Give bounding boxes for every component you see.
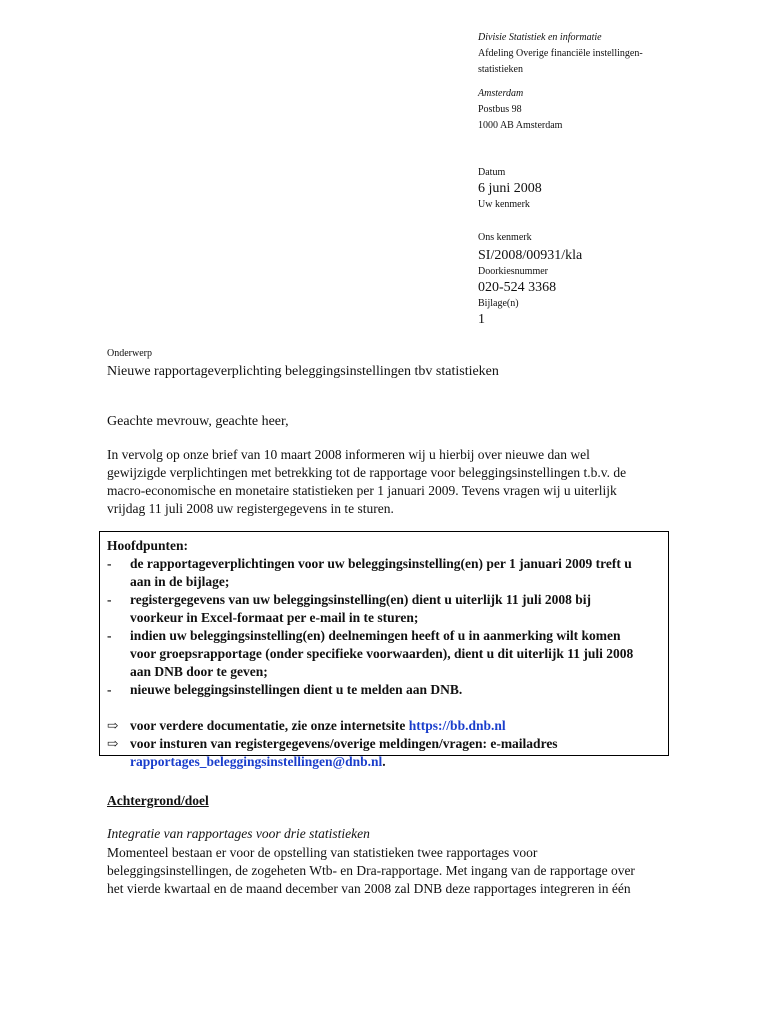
bullet-dash: - <box>107 592 112 607</box>
bullet-dash: - <box>107 682 112 697</box>
bijlage-value: 1 <box>478 312 485 327</box>
key-point-line: nieuwe beleggingsinstellingen dient u te melden aan DNB. <box>130 682 463 697</box>
arrow-right-icon: ⇨ <box>107 718 119 733</box>
subject-text: Nieuwe rapportageverplichting beleggingsinstellingen tbv statistieken <box>107 364 499 379</box>
submission-text: voor insturen van registergegevens/overige meldingen/vragen: e-mailadres <box>130 736 558 751</box>
key-points-title: Hoofdpunten: <box>107 538 189 553</box>
department-line-2: statistieken <box>478 64 523 75</box>
key-point-item <box>107 591 662 627</box>
ons-kenmerk-value: SI/2008/00931/kla <box>478 248 583 263</box>
key-point-line: indien uw beleggingsinstelling(en) deelnemingen heeft of u in aanmerking wilt komen <box>130 628 621 643</box>
department-line-1: Afdeling Overige financiële instellingen- <box>478 48 643 59</box>
key-point-item <box>107 627 662 681</box>
subject-label: Onderwerp <box>107 348 152 359</box>
bullet-dash: - <box>107 628 112 643</box>
internet-site-link[interactable]: https://bb.dnb.nl <box>408 718 506 733</box>
section-title: Achtergrond/doel <box>107 793 209 808</box>
division-name: Divisie Statistiek en informatie <box>478 32 602 43</box>
key-point-line: aan DNB door te geven; <box>130 664 268 679</box>
letterhead <box>478 30 728 134</box>
body-line: beleggingsinstellingen, de zogeheten Wtb- en Dra-rapportage. Met ingang van de rapportage over <box>107 863 635 878</box>
bijlage-label: Bijlage(n) <box>478 298 519 309</box>
subheading: Integratie van rapportages voor drie statistieken <box>107 826 370 841</box>
key-points-box <box>99 531 669 769</box>
doorkies-value: 020-524 3368 <box>478 280 557 295</box>
intro-line: macro-economische en monetaire statistieken per 1 januari 2009. Tevens vragen wij u uiterlijk <box>107 483 617 498</box>
intro-line: gewijzigde verplichtingen met betrekking tot de rapportage voor beleggingsinstellingen t.b.v. de <box>107 465 627 480</box>
bullet-dash: - <box>107 556 112 571</box>
uw-kenmerk-label: Uw kenmerk <box>478 199 530 210</box>
intro-line: vrijdag 11 juli 2008 uw registergegevens in te sturen. <box>107 501 394 516</box>
key-point-line: aan in de bijlage; <box>130 574 230 589</box>
ons-kenmerk-label: Ons kenmerk <box>478 232 532 243</box>
key-point-line: registergegevens van uw beleggingsinstelling(en) dient u uiterlijk 11 juli 2008 bij <box>130 592 592 607</box>
datum-value: 6 juni 2008 <box>478 181 542 196</box>
period: . <box>382 754 386 769</box>
salutation: Geachte mevrouw, geachte heer, <box>107 414 289 429</box>
background-paragraph <box>107 844 677 898</box>
intro-line: In vervolg op onze brief van 10 maart 2008 informeren wij u hierbij over nieuwe dan wel <box>107 447 590 462</box>
key-point-line: voorkeur in Excel-formaat per e-mail in te sturen; <box>130 610 419 625</box>
intro-paragraph <box>107 446 667 518</box>
key-point-line: voor groepsrapportage (onder specifieke voorwaarden), dient u dit uiterlijk 11 juli 2008 <box>130 646 634 661</box>
key-point-line: de rapportageverplichtingen voor uw beleggingsinstelling(en) per 1 januari 2009 treft u <box>130 556 632 571</box>
body-line: Momenteel bestaan er voor de opstelling van statistieken twee rapportages voor <box>107 845 538 860</box>
kenmerk-block <box>478 231 728 329</box>
key-point-item <box>107 681 662 699</box>
submission-note <box>107 735 662 771</box>
datum-block <box>478 166 728 212</box>
documentation-note <box>107 717 662 735</box>
datum-label: Datum <box>478 167 506 178</box>
postbus: Postbus 98 <box>478 104 522 115</box>
doorkies-label: Doorkiesnummer <box>478 266 548 277</box>
documentation-text: voor verdere documentatie, zie onze internetsite <box>130 718 409 733</box>
key-point-item <box>107 555 662 591</box>
email-link[interactable]: rapportages_beleggingsinstellingen@dnb.nl <box>130 754 383 769</box>
postcode: 1000 AB Amsterdam <box>478 120 563 131</box>
city: Amsterdam <box>478 88 524 99</box>
body-line: het vierde kwartaal en de maand december van 2008 zal DNB deze rapportages integreren in één <box>107 881 631 896</box>
arrow-right-icon: ⇨ <box>107 736 119 751</box>
